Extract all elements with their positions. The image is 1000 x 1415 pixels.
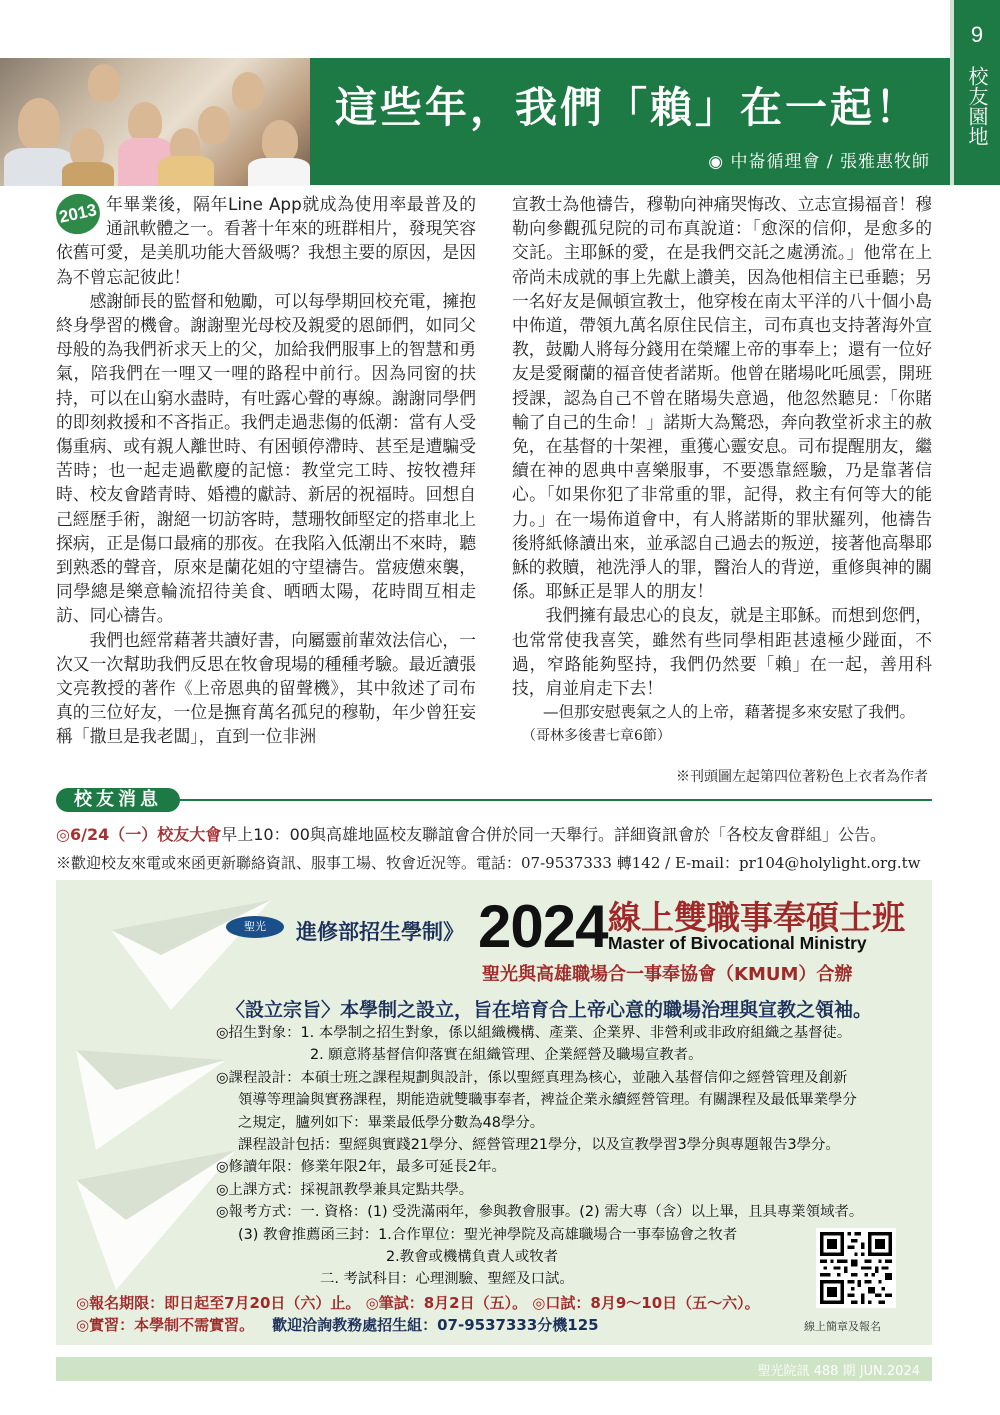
news-item-contact: ※歡迎校友來電或來函更新聯絡資訊、服事工場、牧會近況等。電話：07-9537333 轉142 / E-mail：pr104@holylight.org.tw bbox=[56, 854, 921, 872]
program-purpose: 〈設立宗旨〉本學制之設立，旨在培育合上帝心意的職場治理與宣教之領袖。 bbox=[226, 999, 873, 1021]
article-right-column bbox=[512, 192, 932, 748]
section-divider bbox=[156, 799, 932, 801]
section-label: 校友園地 bbox=[965, 66, 989, 146]
detail-line: 2.教會或機構負責人或牧者 bbox=[386, 1249, 559, 1266]
program-cooperation: 聖光與高雄職場合一事奉協會（KMUM）合辦 bbox=[482, 964, 853, 985]
program-title-en: Master of Bivocational Ministry bbox=[608, 933, 867, 953]
detail-line: ◎修讀年限：修業年限2年，最多可延長2年。 bbox=[216, 1159, 506, 1176]
detail-line: ◎報考方式：一. 資格：(1) 受洗滿兩年，參與教會服事。(2) 需大專（含）以上畢，且具專業領域者。 bbox=[216, 1204, 864, 1221]
program-type: 進修部招生學制》 bbox=[296, 920, 464, 944]
internship-line: ◎實習：本學制不需實習。 bbox=[76, 1316, 255, 1334]
page-number: 9 bbox=[970, 22, 984, 47]
article-paragraph: 2013 年畢業後，隔年Line App就成為使用率最普及的通訊軟體之一。看著十年來的班群相片，發現笑容依舊可愛，是美肌功能大晉級嗎？我想主要的原因，是因為不曾忘記彼此！ bbox=[56, 192, 476, 289]
news-item-meeting bbox=[56, 822, 886, 845]
section-tab bbox=[954, 0, 1000, 185]
year-badge: 2013 bbox=[52, 190, 103, 238]
article-left-column bbox=[56, 192, 476, 749]
news-section-tag: 校友消息 bbox=[56, 788, 180, 812]
program-details bbox=[216, 1022, 916, 1291]
deadline-line: ◎報名期限：即日起至7月20日（六）止。 ◎筆試：8月2日（五）。 ◎口試：8月9～10日（五～六）。 bbox=[76, 1294, 760, 1312]
program-ad bbox=[56, 880, 932, 1345]
article-paragraph: 我們擁有最忠心的良友，就是主耶穌。而想到您們，也常常使我喜笑，雖然有些同學相距甚遠極少踫面，不過，窄路能夠堅持，我們仍然要「賴」在一起，善用科技，肩並肩走下去！ bbox=[512, 605, 932, 699]
detail-line: ◎課程設計：本碩士班之課程規劃與設計，係以聖經真理為核心，並融入基督信仰之經營管理及創新 bbox=[216, 1069, 848, 1086]
qr-caption: 線上簡章及報名 bbox=[804, 1320, 881, 1333]
detail-line: 2. 願意將基督信仰落實在組織管理、企業經營及職場宣教者。 bbox=[310, 1047, 703, 1064]
meeting-details: 早上10：00與高雄地區校友聯誼會合併於同一天舉行。詳細資訊會於「各校友會群組」公告。 bbox=[221, 825, 886, 844]
program-year: 2024 bbox=[478, 893, 608, 960]
detail-line: 領導等理論與實務課程，期能造就雙職事奉者，裨益企業永續經營管理。有關課程及最低畢業學分 bbox=[238, 1092, 857, 1109]
paper-plane-icon bbox=[76, 1030, 226, 1150]
contact-line: 歡迎洽詢教務處招生組：07-9537333分機125 bbox=[272, 1316, 599, 1334]
qr-code[interactable] bbox=[816, 1228, 896, 1308]
article-paragraph: 感謝師長的監督和勉勵，可以每學期回校充電，擁抱終身學習的機會。謝謝聖光母校及親愛的恩師們，如同父母般的為我們祈求天上的父，加給我們服事上的智慧和勇氣，陪我們在一哩又一哩的路程中前行。因為同窗的扶持，可以在山窮水盡時，有吐露心聲的專線。謝謝同學們的即刻救援和不吝指正。我們走過悲傷的低潮：當有人受傷重病、或有親人離世時、有困頓停滯時、甚至是遭騙受苦時；也一起走過歡慶的記憶：教堂完工時、按牧禮拜時、校友會踏青時、婚禮的獻詩、新居的祝福時。回想自己經歷手術，謝絕一切訪客時，慧珊牧師堅定的搭車北上探病，正是傷口最痛的那夜。在我陷入低潮出不來時，聽到熟悉的聲音，原來是蘭花姐的守望禱告。當疲憊來襲，同學總是樂意輪流招待美食、晒晒太陽，花時間互相走訪、同心禱告。 bbox=[56, 290, 476, 626]
meeting-highlight: ◎6/24（一）校友大會 bbox=[56, 825, 222, 844]
detail-line: ◎招生對象：1. 本學制之招生對象，係以組織機構、產業、企業界、非營利或非政府組織之基督徒。 bbox=[216, 1025, 852, 1041]
detail-line: 二. 考試科目：心理測驗、聖經及口試。 bbox=[320, 1271, 574, 1288]
detail-line: ◎上課方式：採視訊教學兼具定點共學。 bbox=[216, 1181, 474, 1198]
issue-info: 聖光院訊 488 期 JUN.2024 bbox=[757, 1364, 920, 1379]
group-photo bbox=[0, 58, 310, 186]
detail-line: 課程設計包括：聖經與實踐21學分、經營管理21學分，以及宣教學習3學分與專題報告3學分。 bbox=[238, 1137, 840, 1154]
school-logo: 聖光 bbox=[226, 916, 284, 938]
scripture-verse: —但那安慰喪氣之人的上帝，藉著提多來安慰了我們。 bbox=[543, 703, 916, 722]
detail-line: (3) 教會推薦函三封：1.合作單位：聖光神學院及高雄職場合一事奉協會之牧者 bbox=[238, 1226, 738, 1243]
photo-caption-note: ※刊頭圖左起第四位著粉色上衣者為作者 bbox=[676, 769, 928, 785]
article-paragraph: 我們也經常藉著共讀好書，向屬靈前輩效法信心，一次又一次幫助我們反思在牧會現場的種種考驗。最近讀張文亮教授的著作《上帝恩典的留聲機》，其中敘述了司布真的三位好友，一位是撫育萬名孤兒的穆勒，年少曾狂妄稱「撒旦是我老闆」，直到一位非洲 bbox=[56, 629, 476, 747]
detail-line: 之規定，臚列如下：畢業最低學分數為48學分。 bbox=[238, 1114, 545, 1131]
program-title-cn: 線上雙職事奉碩士班 bbox=[608, 898, 905, 937]
paper-plane-icon bbox=[76, 1150, 236, 1290]
article-paragraph: 宣教士為他禱告，穆勒向神痛哭悔改、立志宣揚福音！穆勒向參觀孤兒院的司布真說道：「愈深的信仰，是愈多的交託。主耶穌的愛，在是我們交託之處湧流。」他常在上帝尚未成就的事上先獻上讚美，因為他相信主已垂聽；另一名好友是佩頓宣教士，他穿梭在南太平洋的八十個小島中佈道，帶領九萬名原住民信主，司布真也支持著海外宣教，鼓勵人將每分錢用在榮耀上帝的事奉上；還有一位好友是愛爾蘭的福音使者諾斯。他曾在賭場叱吒風雲，開班授課，認為自己不曾在賭場失意過，他忽然聽見：「你賭輸了自己的生命！」諾斯大為驚恐，奔向教堂祈求主的赦免，在基督的十架裡，重獲心靈安息。司布提醒朋友，繼續在神的恩典中喜樂服事，不要憑靠經驗，乃是靠著信心。「如果你犯了非常重的罪，記得，救主有何等大的能力。」在一場佈道會中，有人將諾斯的罪狀羅列，他禱告後將紙條讀出來，並承認自己過去的叛逆，接著他高舉耶穌的救贖，祂洗淨人的罪，醫治人的背逆，重修與神的關係。耶穌正是罪人的朋友！ bbox=[512, 194, 932, 602]
scripture-reference: （哥林多後書七章6節） bbox=[522, 728, 671, 745]
news-section-header bbox=[56, 788, 932, 812]
article-author: ◉ 中崙循理會 / 張雅惠牧師 bbox=[708, 152, 930, 172]
article-title: 這些年，我們「賴」在一起！ bbox=[335, 83, 921, 132]
program-schedule bbox=[76, 1292, 760, 1336]
page-footer bbox=[56, 1357, 932, 1381]
